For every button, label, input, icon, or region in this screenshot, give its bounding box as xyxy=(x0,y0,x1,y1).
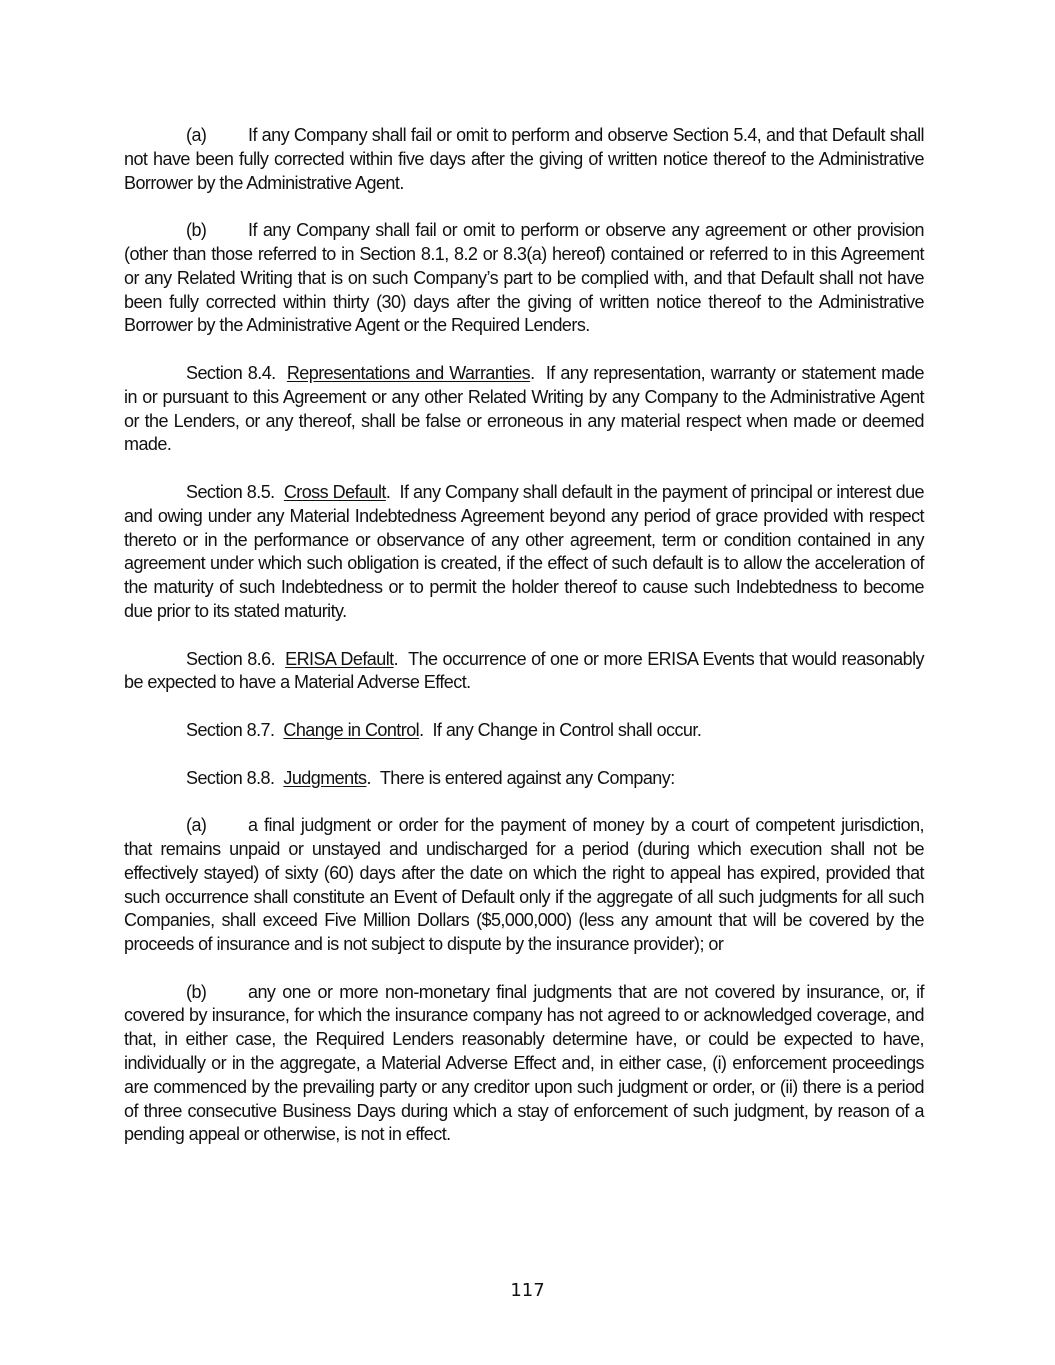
document-page xyxy=(124,124,924,1171)
clause-a xyxy=(124,124,924,195)
section-number: Section 8.5. xyxy=(186,481,275,502)
clause-text: If any Company shall fail or omit to perform or observe any agreement or other provision (other than those referred to in Section 8.1, 8.2 or 8.3(a) hereof) contained or referred to in this Agreement or any Related Writing that is on such Company’s part to be complied with, and that Default shall not have been fully corrected within thirty (30) days after the giving of written notice thereof to the Administrative Borrower by the Administrative Agent or the Required Lenders. xyxy=(124,220,924,336)
section-text: If any Change in Control shall occur. xyxy=(432,719,702,740)
clause-label: (b) xyxy=(186,220,207,241)
section-text: There is entered against any Company: xyxy=(379,767,675,788)
clause-text: any one or more non-monetary final judgments that are not covered by insurance, or, if covered by insurance, for which the insurance company has not agreed to or acknowledged coverage, and that, in either case, the Required Lenders reasonably determine have, or could be expected to have, individually or in the aggregate, a Material Adverse Effect and, in either case, (i) enforcement proceedings are commenced by the prevailing party or any creditor upon such judgment or order, or (ii) there is a period of three consecutive Business Days during which a stay of enforcement of such judgment, by reason of a pending appeal or otherwise, is not in effect. xyxy=(124,981,924,1145)
section-number: Section 8.6. xyxy=(186,648,276,669)
judgments-clause-a xyxy=(124,814,924,957)
section-title: Change in Control xyxy=(283,719,420,740)
section-number: Section 8.7. xyxy=(186,719,275,740)
section-text: If any Company shall default in the payment of principal or interest due and owing under any Material Indebtedness Agreement beyond any period of grace provided with respect thereto or in the performance or observance of any other agreement, term or condition contained in any agreement under which such obligation is created, if the effect of such default is to allow the acceleration of the maturity of such Indebtedness or to permit the holder thereof to cause such Indebtedness to become due prior to its stated maturity. xyxy=(124,481,925,621)
section-title: Judgments xyxy=(283,767,367,788)
judgments-clause-b xyxy=(124,981,924,1148)
clause-label: (a) xyxy=(186,815,207,836)
clause-b xyxy=(124,219,924,338)
section-number: Section 8.4. xyxy=(186,362,276,383)
clause-text: If any Company shall fail or omit to perform and observe Section 5.4, and that Default shall not have been fully corrected within five days after the giving of written notice thereof to the Administrative Borrower by the Administrative Agent. xyxy=(124,125,924,193)
clause-text: a final judgment or order for the payment of money by a court of competent jurisdiction, that remains unpaid or unstayed and undischarged for a period (during which execution shall not be effectively stayed) of sixty (60) days after the date on which the right to appeal has expired, provided that such occurrence shall constitute an Event of Default only if the aggregate of all such judgments for all such Companies, shall exceed Five Million Dollars ($5,000,000) (less any amount that will be covered by the proceeds of insurance and is not subject to dispute by the insurance provider); or xyxy=(124,815,924,955)
section-8-5: Section 8.5. Cross Default. If any Company shall default in the payment of principal or interest due and owing under any Material Indebtedness Agreement beyond any period of grace provided with respect thereto or in the performance or observance of any other agreement, term or condition contained in any agreement under which such obligation is created, if the effect of such default is to allow the acceleration of the maturity of such Indebtedness or to permit the holder thereof to cause such Indebtedness to become due prior to its stated maturity. xyxy=(124,481,925,621)
clause-label: (a) xyxy=(186,125,207,145)
page-number: 117 xyxy=(510,1280,545,1301)
section-text: If any representation, warranty or statement made in or pursuant to this Agreement or any other Related Writing by any Company to the Administrative Agent or the Lenders, or any thereof, shall be false or erroneous in any material respect when made or deemed made. xyxy=(124,362,925,455)
section-8-7: Section 8.7. Change in Control. If any Change in Control shall occur. xyxy=(186,719,702,740)
section-number: Section 8.8. xyxy=(186,767,275,788)
section-8-8: Section 8.8. Judgments. There is entered against any Company: xyxy=(186,767,675,788)
section-text: The occurrence of one or more ERISA Events that would reasonably be expected to have a Material Adverse Effect. xyxy=(124,648,924,693)
section-8-4: Section 8.4. Representations and Warranties. If any representation, warranty or statement made in or pursuant to this Agreement or any other Related Writing by any Company to the Administrative Agent or the Lenders, or any thereof, shall be false or erroneous in any material respect when made or deemed made. xyxy=(124,362,925,455)
section-title: ERISA Default xyxy=(285,648,394,669)
clause-label: (b) xyxy=(186,981,207,1002)
section-8-6: Section 8.6. ERISA Default. The occurrence of one or more ERISA Events that would reasonably be expected to have a Material Adverse Effect. xyxy=(124,648,924,693)
section-title: Cross Default xyxy=(283,481,386,502)
section-title: Representations and Warranties xyxy=(286,362,531,383)
